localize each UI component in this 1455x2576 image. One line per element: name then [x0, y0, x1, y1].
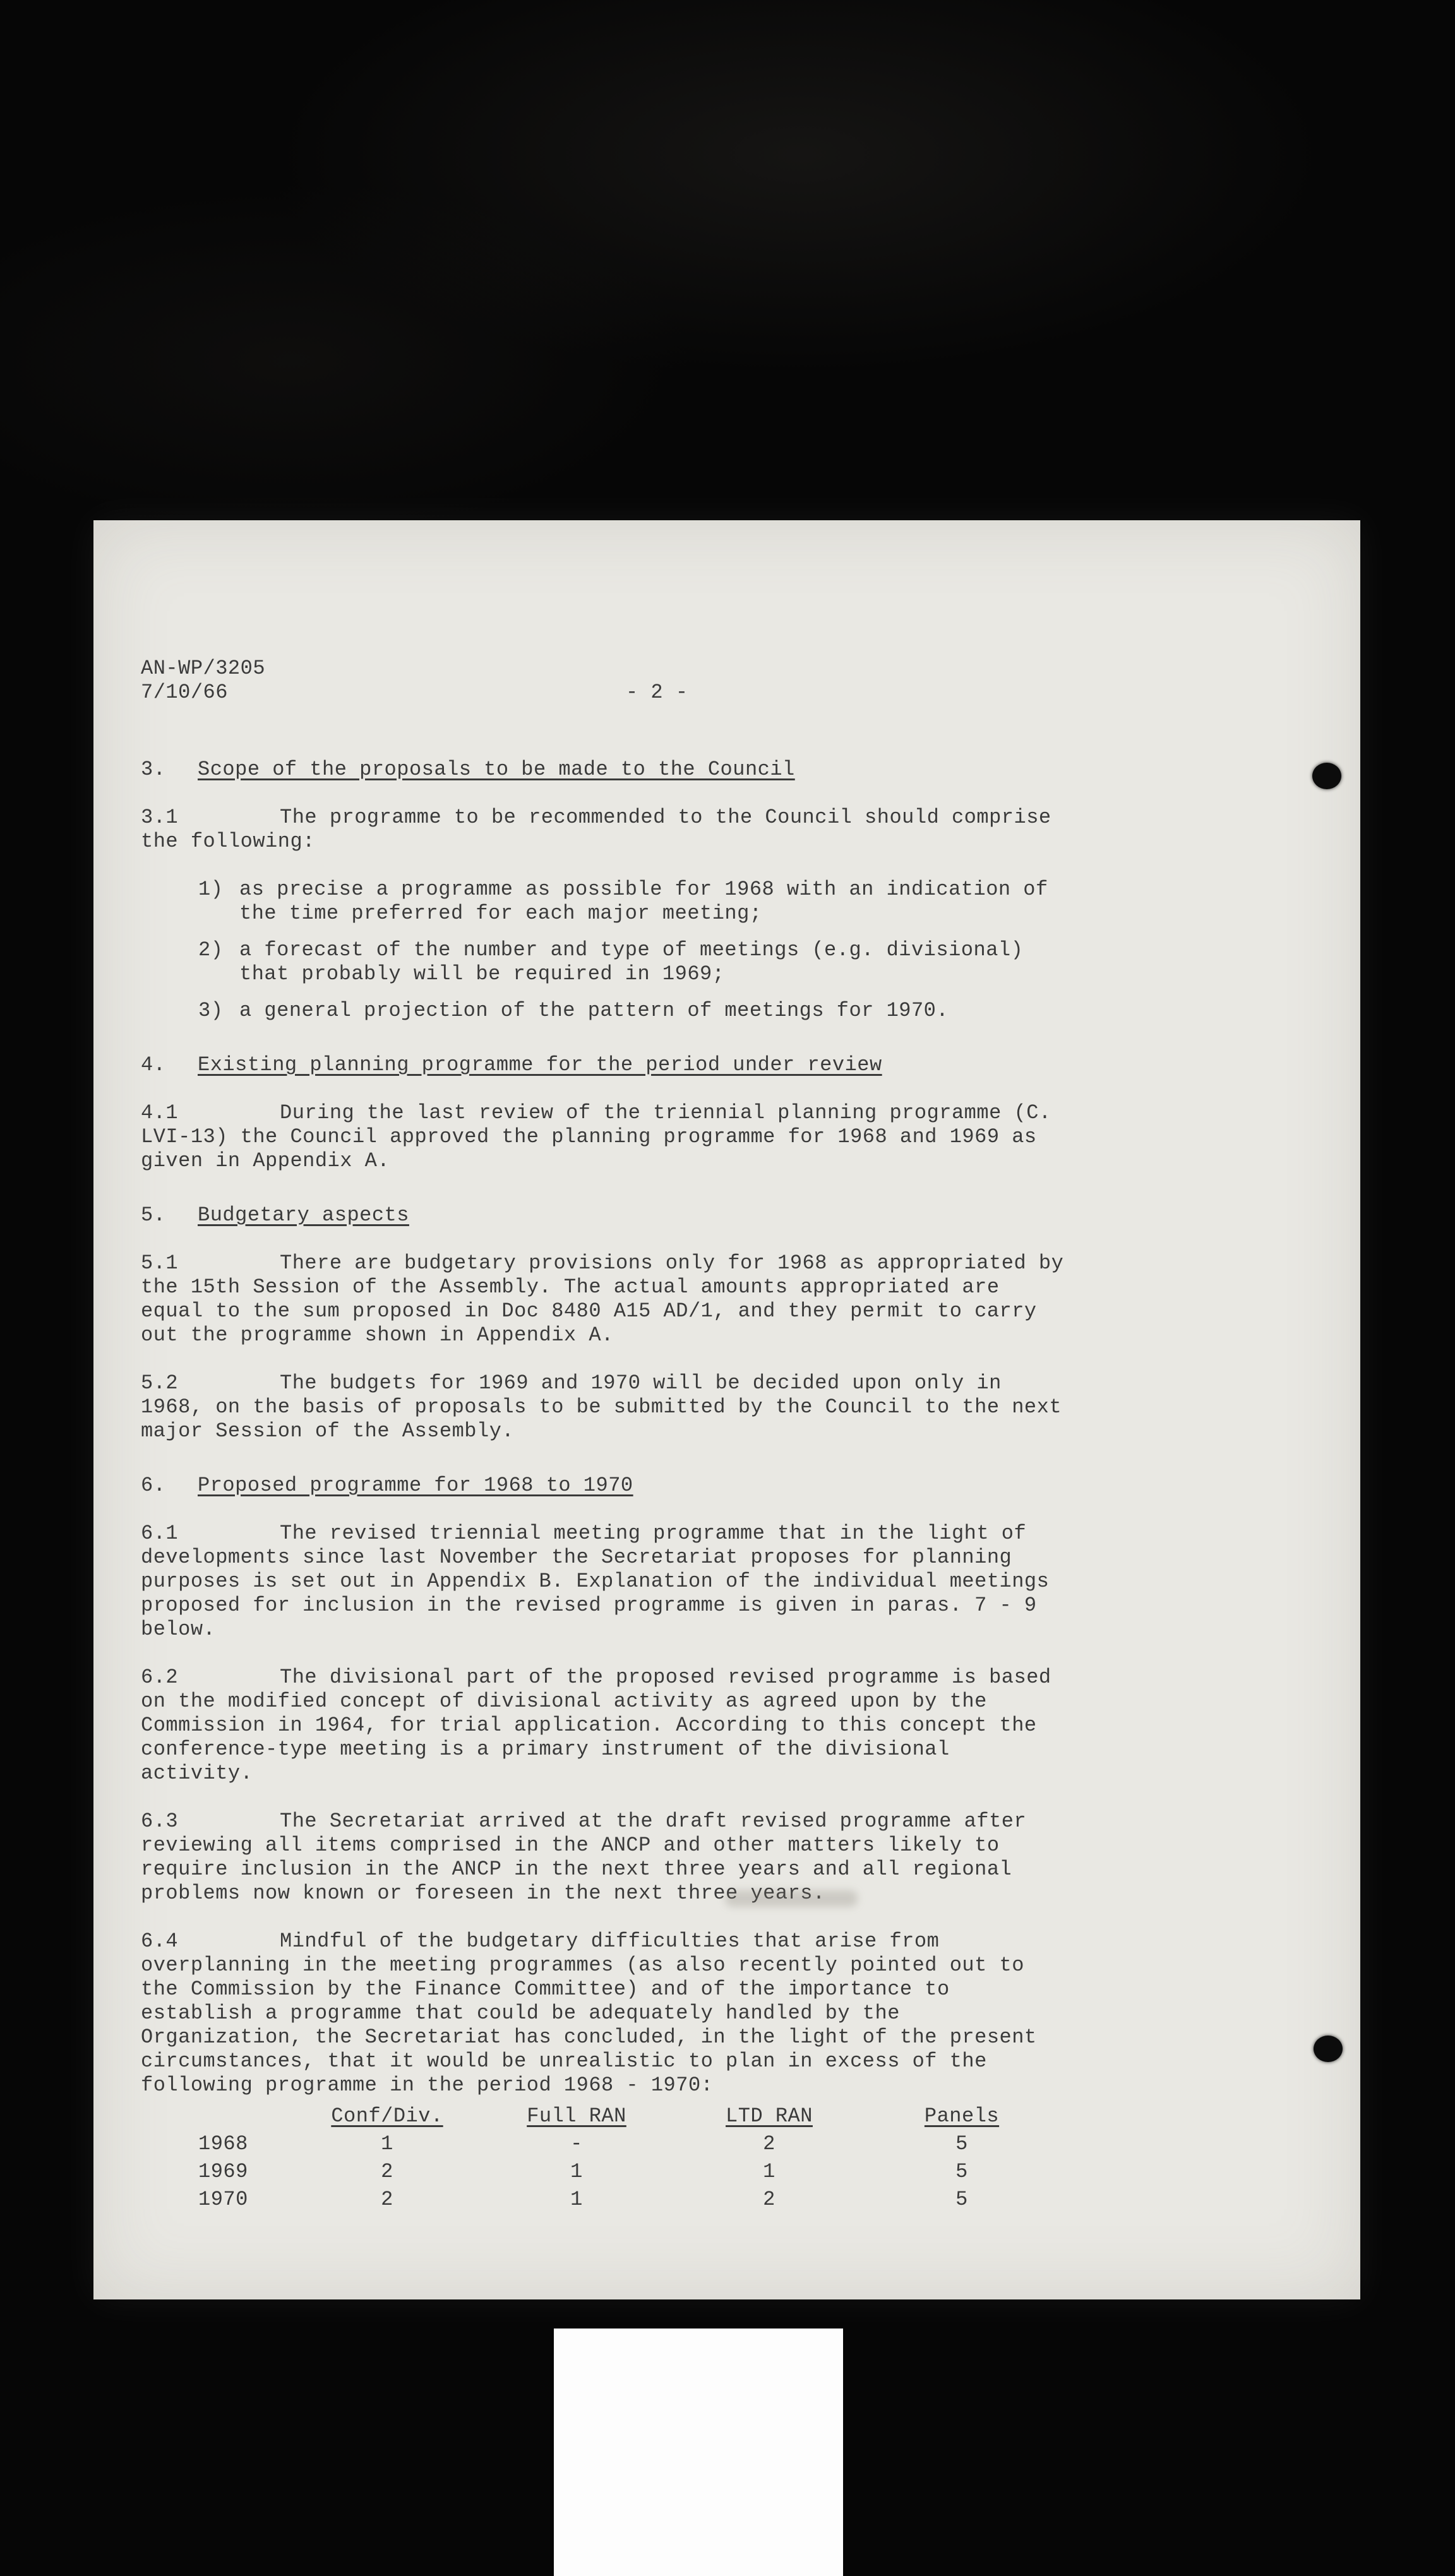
paragraph-text: During the last review of the triennial planning programme (C. LVI-13) the Council approved the planning programme for 1968 and 1969 as given in Appendix A.: [141, 1101, 1051, 1172]
paragraph-6-1: [141, 1522, 1069, 1642]
table-header-cell: LTD RAN: [726, 2104, 813, 2128]
table-row: [141, 2130, 1069, 2158]
table-cell: 1: [570, 2188, 583, 2211]
table-cell: 5: [955, 2160, 968, 2183]
paragraph-text: There are budgetary provisions only for 1968 as appropriated by the 15th Session of the Assembly. The actual amounts appropriated are equal to the sum proposed in Doc 8480 A15 AD/1, and they permit to carry out the programme shown in Appendix A.: [141, 1251, 1064, 1347]
programme-table: [141, 2102, 1069, 2214]
paragraph-number: 5.1: [141, 1251, 179, 1275]
paragraph-5-1: [141, 1251, 1069, 1347]
heading-title: Budgetary aspects: [198, 1203, 409, 1227]
table-cell: 5: [955, 2188, 968, 2211]
table-row: [141, 2158, 1069, 2186]
heading-title: Existing planning programme for the period under review: [198, 1053, 882, 1076]
table-year: 1968: [198, 2132, 248, 2156]
paragraph-text: The Secretariat arrived at the draft revised programme after reviewing all items comprised in the ANCP and other matters likely to require inclusion in the ANCP in the next three years and all regional problems now known or foreseen in the next three years.: [141, 1810, 1027, 1905]
list-item-text: as precise a programme as possible for 1968 with an indication of the time preferred for each major meeting;: [239, 878, 1048, 925]
section-heading-5: [141, 1203, 1069, 1227]
page-number: - 2 -: [626, 681, 688, 704]
punch-hole-mark: [1314, 2036, 1343, 2062]
paragraph-number: 3.1: [141, 806, 179, 829]
paragraph-6-4: [141, 1929, 1069, 2097]
list-item-text: a forecast of the number and type of meetings (e.g. divisional) that probably will be required in 1969;: [239, 938, 1024, 986]
film-frame-gap: [554, 2329, 843, 2576]
paragraph-number: 6.4: [141, 1929, 179, 1953]
table-cell: 1: [570, 2160, 583, 2183]
section-heading-4: [141, 1053, 1069, 1077]
table-cell: 1: [381, 2132, 393, 2156]
punch-hole-mark: [1312, 763, 1341, 789]
paragraph-6-3: [141, 1810, 1069, 1905]
paragraph-text: The programme to be recommended to the Council should comprise the following:: [141, 806, 1051, 853]
paragraph-text: Mindful of the budgetary difficulties that arise from overplanning in the meeting programmes (as also recently pointed out to the Commission by the Finance Committee) and of the importance to establish a programme that could be adequately handled by the Organization, the Secretariat has concluded, in the light of the present circumstances, that it would be unrealistic to plan in excess of the following programme in the period 1968 - 1970:: [141, 1929, 1037, 2097]
table-header-cell: Conf/Div.: [331, 2104, 443, 2128]
doc-date: 7/10/66: [141, 681, 228, 704]
section-heading-3: [141, 758, 1069, 782]
paragraph-3-1: [141, 806, 1069, 854]
table-cell: 2: [763, 2188, 775, 2211]
table-header-spacer: [141, 2102, 292, 2130]
paragraph-4-1: [141, 1101, 1069, 1173]
table-header-cell: Panels: [924, 2104, 1000, 2128]
scan-smudge: [725, 1890, 858, 1907]
table-header-row: [141, 2102, 1069, 2130]
doc-subline: [141, 681, 1069, 705]
list-marker: 1): [198, 878, 224, 901]
list-item: [141, 938, 1069, 986]
paragraph-text: The budgets for 1969 and 1970 will be decided upon only in 1968, on the basis of proposals to be submitted by the Council to the next major Session of the Assembly.: [141, 1371, 1062, 1443]
heading-number: 4.: [141, 1053, 166, 1076]
paragraph-5-2: [141, 1371, 1069, 1443]
list-marker: 3): [198, 999, 224, 1022]
paragraph-number: 6.2: [141, 1666, 179, 1689]
doc-reference: AN-WP/3205: [141, 657, 266, 680]
table-cell: 2: [763, 2132, 775, 2156]
heading-title: Scope of the proposals to be made to the Council: [198, 758, 795, 781]
paragraph-text: The revised triennial meeting programme that in the light of developments since last November the Secretariat proposes for planning purposes is set out in Appendix B. Explanation of the individual meetings proposed for inclusion in the revised programme is given in paras. 7 - 9 below.: [141, 1522, 1050, 1641]
heading-number: 3.: [141, 758, 166, 781]
paragraph-number: 4.1: [141, 1101, 179, 1124]
heading-title: Proposed programme for 1968 to 1970: [198, 1474, 633, 1497]
heading-number: 6.: [141, 1474, 166, 1497]
heading-number: 5.: [141, 1203, 166, 1227]
table-cell: 2: [381, 2188, 393, 2211]
table-year: 1970: [198, 2188, 248, 2211]
numbered-list: [141, 878, 1069, 1023]
document-page: [93, 520, 1360, 2299]
list-marker: 2): [198, 938, 224, 962]
table-year: 1969: [198, 2160, 248, 2183]
paragraph-number: 6.1: [141, 1522, 179, 1545]
table-cell: -: [570, 2132, 583, 2156]
document-header: [141, 657, 1069, 705]
table-cell: 2: [381, 2160, 393, 2183]
document-content: [141, 657, 1069, 2214]
table-row: [141, 2186, 1069, 2214]
paragraph-6-2: [141, 1666, 1069, 1786]
paragraph-text: The divisional part of the proposed revised programme is based on the modified concept of divisional activity as agreed upon by the Commission in 1964, for trial application. According to this concept the conference-type meeting is a primary instrument of the divisional activity.: [141, 1666, 1051, 1785]
list-item-text: a general projection of the pattern of meetings for 1970.: [239, 999, 949, 1022]
list-item: [141, 999, 1069, 1023]
list-item: [141, 878, 1069, 926]
section-heading-6: [141, 1474, 1069, 1498]
table-cell: 1: [763, 2160, 775, 2183]
paragraph-number: 5.2: [141, 1371, 179, 1395]
table-cell: 5: [955, 2132, 968, 2156]
table-header-cell: Full RAN: [527, 2104, 626, 2128]
paragraph-number: 6.3: [141, 1810, 179, 1833]
